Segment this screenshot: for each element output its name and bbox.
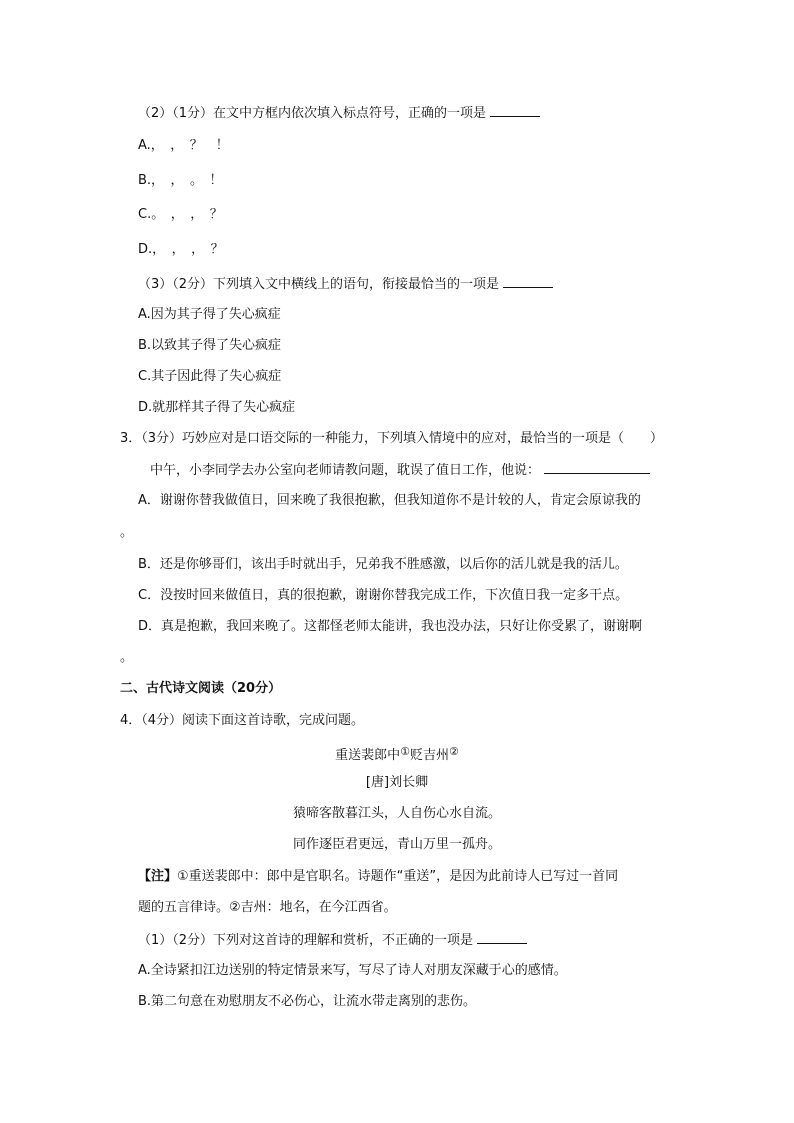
q3-option-a: A．谢谢你替我做值日，回来晚了我很抱歉，但我知道你不是计较的人，肯定会原谅我的 <box>138 493 641 508</box>
section-title: 二、古代诗文阅读（20分） <box>120 681 282 696</box>
q3sub-stem: （3）（2分）下列填入文中横线上的语句，衔接最恰当的一项是 <box>138 275 553 294</box>
q4-sub1-option-a: A.全诗紧扣江边送别的特定情景来写，写尽了诗人对朋友深藏于心的感情。 <box>138 963 567 978</box>
q3-option-d-cont: 。 <box>120 650 134 665</box>
poem-line-2: 同作逐臣君更远，青山万里一孤舟。 <box>292 837 501 852</box>
poem-author: [唐]刘长卿 <box>365 775 429 790</box>
q3-option-d: D．真是抱歉，我回来晚了。这都怪老师太能讲，我也没办法，只好让你受累了，谢谢啊 <box>138 619 643 634</box>
q3-option-a-cont: 。 <box>120 525 134 540</box>
q2-option-c: C.。 ， ， ？ <box>138 207 223 222</box>
q3-option-b: B．还是你够哥们，该出手时就出手，兄弟我不胜感激，以后你的活儿就是我的活儿。 <box>138 557 628 572</box>
q3-stem: 3．（3分）巧妙应对是口语交际的一种能力，下列填入情境中的应对，最恰当的一项是（ ） <box>120 431 664 446</box>
footnote-mark: ① <box>400 745 410 758</box>
q3-option-c: C．没按时回来做值日，真的很抱歉，谢谢你替我完成工作，下次值日我一定多干点。 <box>138 588 629 603</box>
q4-sub1-stem: （1）（2分）下列对这首诗的理解和赏析，不正确的一项是 <box>138 931 527 950</box>
answer-blank <box>544 461 650 474</box>
poem-note-cont: 题的五言律诗。②吉州：地名，在今江西省。 <box>138 900 397 915</box>
q3sub-option-d: D.就那样其子得了失心疯症 <box>138 400 296 415</box>
q2-option-d: D.， ， ， ？ <box>138 242 224 257</box>
q2-option-a: A.， ， ？ ！ <box>138 138 229 153</box>
q3-context: 中午，小李同学去办公室向老师请教问题，耽误了值日工作，他说： <box>150 461 650 480</box>
answer-blank <box>490 104 540 117</box>
answer-blank <box>503 275 553 288</box>
q2-stem: （2）（1分）在文中方框内依次填入标点符号，正确的一项是 <box>138 104 540 123</box>
poem-line-1: 猿啼客散暮江头，人自伤心水自流。 <box>292 806 501 821</box>
poem-note: 【注】①重送裴郎中：郎中是官职名。诗题作“重送”，是因为此前诗人已写过一首同 <box>138 869 619 884</box>
footnote-mark: ② <box>449 745 459 758</box>
q2-option-b: B.， ， 。 ！ <box>138 173 223 188</box>
note-label: 【注】 <box>138 869 178 884</box>
answer-blank <box>477 931 527 944</box>
q4-stem: 4．（4分）阅读下面这首诗歌，完成问题。 <box>120 713 365 728</box>
q3sub-option-b: B.以致其子得了失心疯症 <box>138 338 282 353</box>
poem-title: 重送裴郎中①贬吉州② <box>335 745 459 763</box>
q4-sub1-option-b: B.第二句意在劝慰朋友不必伤心，让流水带走离别的悲伤。 <box>138 994 477 1009</box>
q3sub-option-a: A.因为其子得了失心疯症 <box>138 307 281 322</box>
q3sub-option-c: C.其子因此得了失心疯症 <box>138 369 282 384</box>
